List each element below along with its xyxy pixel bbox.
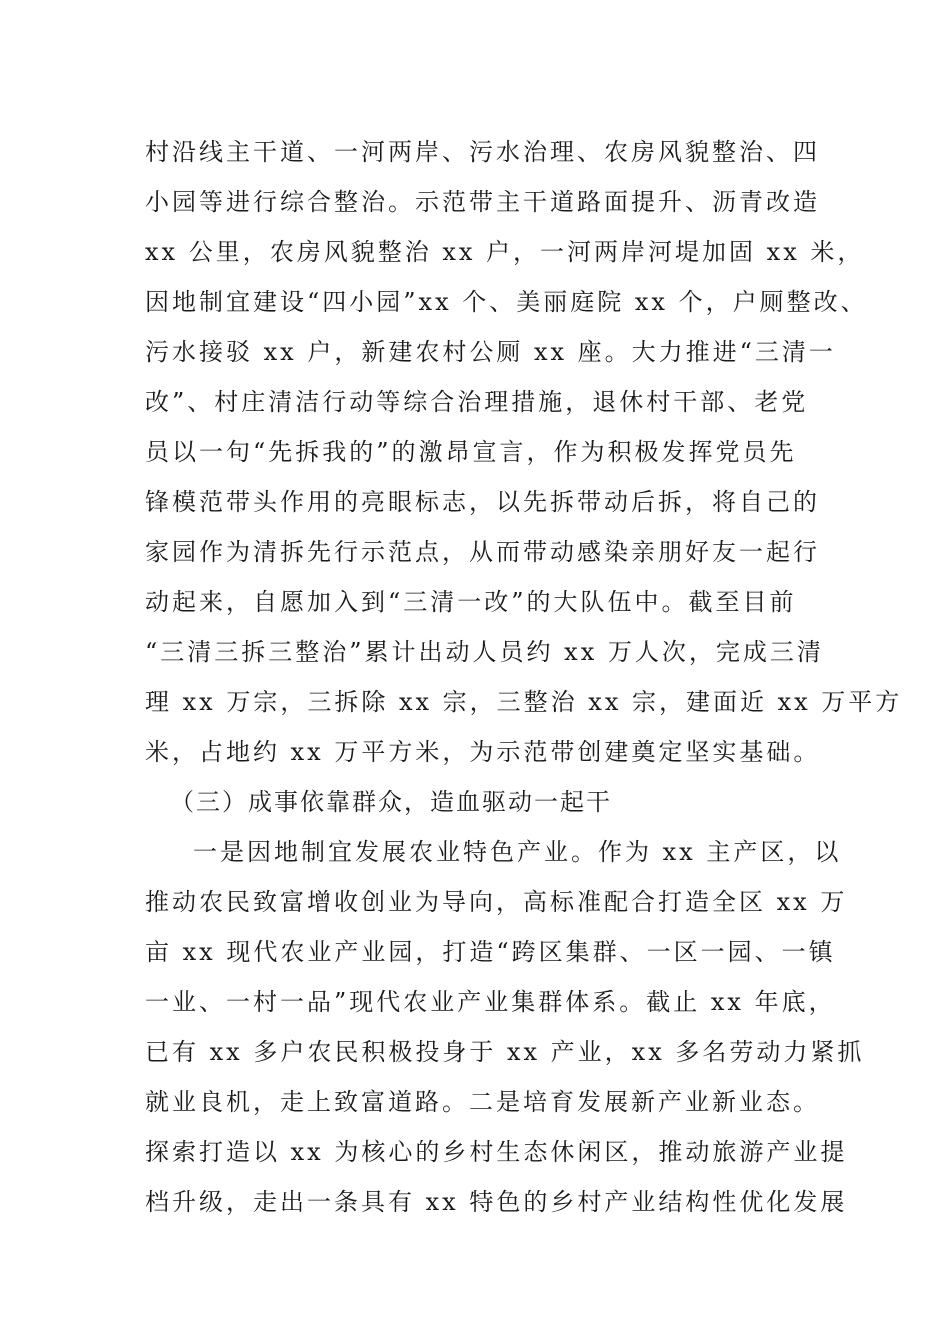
- text-line: 推动农民致富增收创业为导向，高标准配合打造全区 xx 万: [145, 888, 848, 916]
- text-line: 员以一句“先拆我的”的激昂宣言，作为积极发挥党员先: [145, 438, 797, 466]
- text-line: 亩 xx 现代农业产业园，打造“跨区集群、一区一园、一镇: [145, 938, 836, 966]
- text-line: 锋模范带头作用的亮眼标志，以先拆带动后拆，将自己的: [145, 488, 820, 516]
- text-line: 就业良机，走上致富道路。二是培育发展新产业新业态。: [145, 1088, 820, 1116]
- text-line: 米，占地约 xx 万平方米，为示范带创建奠定坚实基础。: [145, 738, 821, 766]
- section-heading: （三）成事依靠群众，造血驱动一起干: [170, 788, 612, 816]
- text-line: xx 公里，农房风貌整治 xx 户，一河两岸河堤加固 xx 米，: [145, 238, 865, 266]
- text-line: 一业、一村一品”现代农业产业集群体系。截止 xx 年底，: [145, 988, 836, 1016]
- text-line: 村沿线主干道、一河两岸、污水治理、农房风貌整治、四: [145, 138, 820, 166]
- text-line: 污水接驳 xx 户，新建农村公厕 xx 座。大力推进“三清一: [145, 338, 836, 366]
- text-line: 理 xx 万宗，三拆除 xx 宗，三整治 xx 宗，建面近 xx 万平方: [145, 688, 903, 716]
- text-line: 因地制宜建设“四小园”xx 个、美丽庭院 xx 个，户厕整改、: [145, 288, 868, 316]
- text-line: “三清三拆三整治”累计出动人员约 xx 万人次，完成三清: [145, 638, 824, 666]
- text-line: 家园作为清拆先行示范点，从而带动感染亲朋好友一起行: [145, 538, 820, 566]
- text-line: 档升级，走出一条具有 xx 特色的乡村产业结构性优化发展: [145, 1188, 848, 1216]
- paragraph-first-line: 一是因地制宜发展农业特色产业。作为 xx 主产区，以: [193, 838, 842, 866]
- text-line: 小园等进行综合整治。示范带主干道路面提升、沥青改造: [145, 188, 820, 216]
- text-line: 已有 xx 多户农民积极投身于 xx 产业，xx 多名劳动力紧抓: [145, 1038, 865, 1066]
- text-line: 动起来，自愿加入到“三清一改”的大队伍中。截至目前: [145, 588, 797, 616]
- text-line: 探索打造以 xx 为核心的乡村生态休闲区，推动旅游产业提: [145, 1138, 848, 1166]
- text-line: 改”、村庄清洁行动等综合治理措施，退休村干部、老党: [145, 388, 809, 416]
